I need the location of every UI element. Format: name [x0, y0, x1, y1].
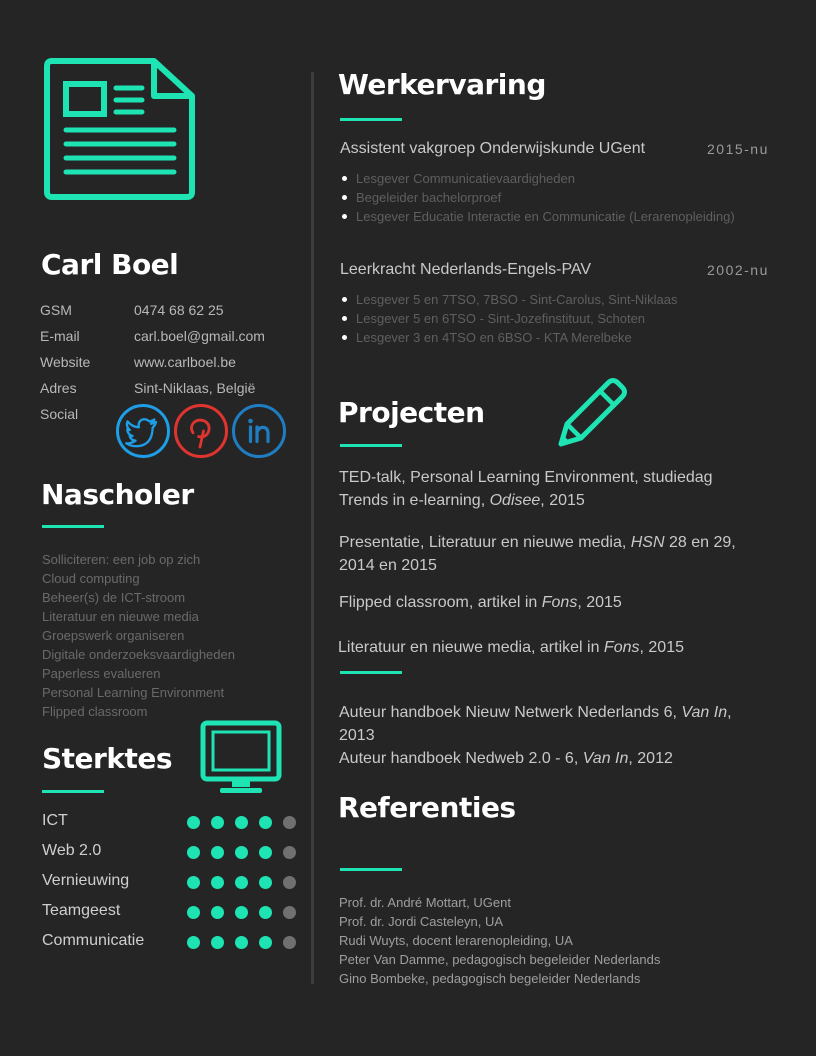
skill-name: Communicatie — [42, 932, 145, 949]
rating-dot-empty — [283, 876, 296, 889]
rating-dot-filled — [211, 846, 224, 859]
section-underline — [340, 671, 402, 674]
nascholer-item: Personal Learning Environment — [42, 685, 225, 700]
rating-dot-empty — [283, 816, 296, 829]
rating-dot-filled — [259, 906, 272, 919]
contact-value-address: Sint-Niklaas, België — [134, 380, 256, 396]
rating-dot-filled — [235, 876, 248, 889]
monitor-icon — [200, 720, 282, 796]
nascholer-item: Flipped classroom — [42, 704, 148, 719]
contact-value-gsm: 0474 68 62 25 — [134, 302, 224, 318]
job-period: 2015-nu — [707, 141, 769, 157]
references-list — [339, 893, 660, 988]
skill-row — [42, 842, 302, 864]
reference-item: Prof. dr. Jordi Casteleyn, UA — [339, 914, 504, 929]
section-underline — [42, 525, 104, 528]
rating-dot-filled — [211, 936, 224, 949]
reference-item: Gino Bombeke, pedagogisch begeleider Nederlands — [339, 971, 641, 986]
job-duty: Begeleider bachelorproef — [356, 188, 735, 207]
contact-value-website[interactable]: www.carlboel.be — [134, 354, 236, 370]
pencil-icon — [553, 374, 631, 450]
rating-dot-filled — [187, 906, 200, 919]
skill-row — [42, 812, 302, 834]
nascholer-item: Cloud computing — [42, 571, 140, 586]
section-underline — [340, 868, 402, 871]
job-duty: Lesgever 3 en 4TSO en 6BSO - KTA Merelbeke — [356, 328, 678, 347]
section-underline — [42, 790, 104, 793]
column-divider — [311, 72, 314, 984]
linkedin-icon[interactable] — [231, 403, 287, 459]
nascholer-item: Paperless evalueren — [42, 666, 161, 681]
rating-dot-filled — [211, 816, 224, 829]
nascholer-item: Literatuur en nieuwe media — [42, 609, 199, 624]
section-underline — [340, 118, 402, 121]
rating-dot-empty — [283, 936, 296, 949]
rating-dot-filled — [211, 906, 224, 919]
project-item: TED-talk, Personal Learning Environment, studiedag Trends in e-learning, Odisee, 2015 — [339, 469, 713, 509]
rating-dot-empty — [283, 906, 296, 919]
section-title-nascholer: Nascholer — [41, 478, 194, 511]
skill-name: Teamgeest — [42, 902, 121, 919]
nascholer-item: Beheer(s) de ICT-stroom — [42, 590, 186, 605]
contact-label-website: Website — [40, 354, 91, 370]
job-duties — [340, 290, 678, 347]
nascholer-item: Groepswerk organiseren — [42, 628, 185, 643]
job-duty: Lesgever Educatie Interactie en Communicatie (Lerarenopleiding) — [356, 209, 735, 224]
skill-name: ICT — [42, 812, 68, 829]
skill-rating — [187, 936, 296, 949]
skill-row — [42, 872, 302, 894]
skill-name: Vernieuwing — [42, 872, 130, 889]
rating-dot-filled — [259, 876, 272, 889]
rating-dot-filled — [259, 846, 272, 859]
contact-label-gsm: GSM — [40, 302, 72, 318]
section-title-referenties: Referenties — [338, 791, 516, 824]
document-icon — [44, 58, 196, 200]
project-item: Auteur handboek Nieuw Netwerk Nederlands 6, Van In, 2013 — [339, 704, 732, 744]
pinterest-icon[interactable] — [173, 403, 229, 459]
nascholer-list — [42, 550, 235, 721]
job-title: Leerkracht Nederlands-Engels-PAV — [340, 261, 592, 278]
project-item: Flipped classroom, artikel in Fons, 2015 — [339, 594, 622, 611]
skill-row — [42, 932, 302, 954]
job-title: Assistent vakgroep Onderwijskunde UGent — [340, 140, 646, 157]
reference-item: Rudi Wuyts, docent lerarenopleiding, UA — [339, 933, 573, 948]
rating-dot-filled — [235, 816, 248, 829]
rating-dot-filled — [259, 936, 272, 949]
rating-dot-filled — [187, 876, 200, 889]
rating-dot-filled — [187, 846, 200, 859]
rating-dot-filled — [187, 816, 200, 829]
rating-dot-filled — [235, 846, 248, 859]
skill-rating — [187, 876, 296, 889]
skill-row — [42, 902, 302, 924]
section-title-sterktes: Sterktes — [42, 742, 173, 775]
reference-item: Peter Van Damme, pedagogisch begeleider Nederlands — [339, 952, 661, 967]
job-duty: Lesgever Communicatievaardigheden — [356, 169, 735, 188]
twitter-icon[interactable] — [115, 403, 171, 459]
section-title-projecten: Projecten — [338, 396, 485, 429]
contact-label-social: Social — [40, 406, 79, 422]
nascholer-item: Solliciteren: een job op zich — [42, 552, 201, 567]
job-duty: Lesgever 5 en 7TSO, 7BSO - Sint-Carolus, Sint-Niklaas — [356, 292, 678, 307]
contact-value-email[interactable]: carl.boel@gmail.com — [134, 328, 265, 344]
section-underline — [340, 444, 402, 447]
rating-dot-filled — [211, 876, 224, 889]
contact-label-address: Adres — [40, 380, 77, 396]
job-duty: Lesgever 5 en 6TSO - Sint-Jozefinstituut, Schoten — [356, 309, 678, 328]
skill-rating — [187, 906, 296, 919]
job-duties — [340, 169, 735, 226]
job-period: 2002-nu — [707, 262, 769, 278]
rating-dot-filled — [259, 816, 272, 829]
rating-dot-filled — [187, 936, 200, 949]
reference-item: Prof. dr. André Mottart, UGent — [339, 895, 511, 910]
project-item: Auteur handboek Nedweb 2.0 - 6, Van In, 2012 — [339, 750, 673, 767]
skill-rating — [187, 846, 296, 859]
rating-dot-filled — [235, 936, 248, 949]
skill-name: Web 2.0 — [42, 842, 102, 859]
skill-rating — [187, 816, 296, 829]
nascholer-item: Digitale onderzoeksvaardigheden — [42, 647, 235, 662]
contact-label-email: E-mail — [40, 328, 80, 344]
section-title-werkervaring: Werkervaring — [338, 68, 546, 101]
project-item: Presentatie, Literatuur en nieuwe media, HSN 28 en 29, 2014 en 2015 — [339, 534, 736, 574]
project-item: Literatuur en nieuwe media, artikel in Fons, 2015 — [338, 639, 684, 656]
rating-dot-empty — [283, 846, 296, 859]
profile-name: Carl Boel — [41, 248, 179, 281]
rating-dot-filled — [235, 906, 248, 919]
